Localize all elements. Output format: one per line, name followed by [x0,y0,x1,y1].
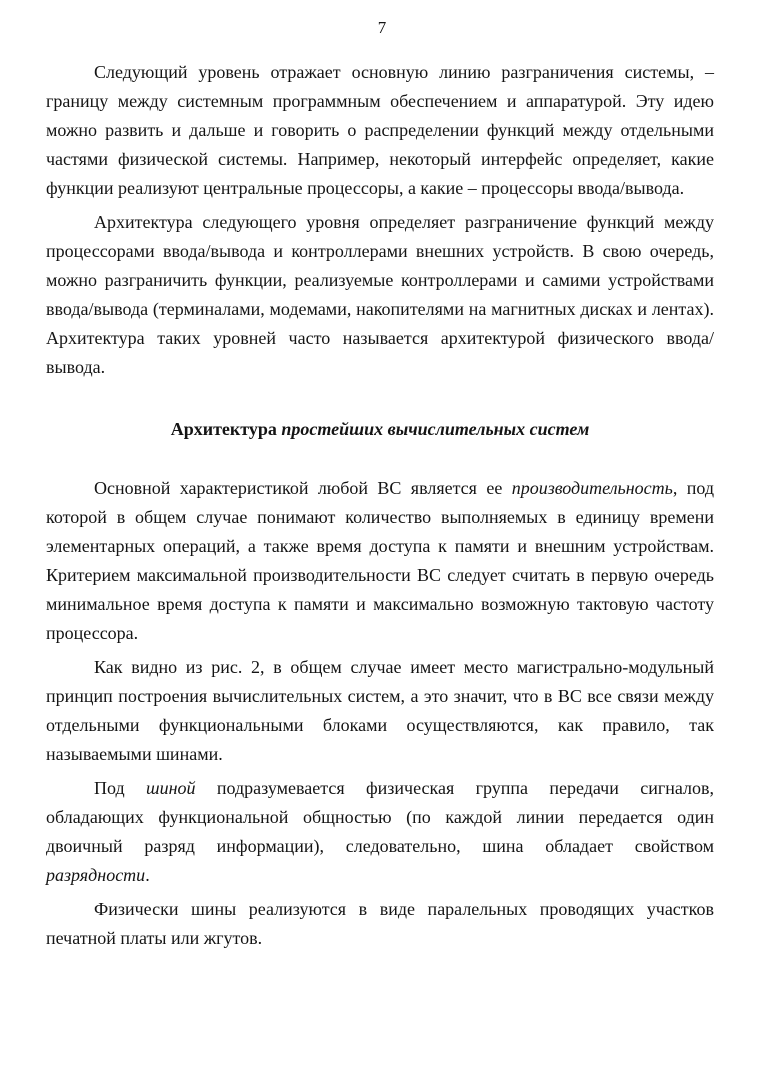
term-bus: шиной [146,778,196,798]
paragraph-performance-text-1: Основной характеристикой любой ВС является ее [94,478,512,498]
paragraph-performance [46,474,714,648]
section-heading [46,415,714,444]
paragraph-performance-text-2: , под которой в общем случае понимают количество выполняемых в единицу времени элементарных операций, а также время доступа к памяти и внешним устройствам. Критерием максимальной производительности ВС следует считать в первую очередь минимальное время доступа к памяти и максимально возможную тактовую частоту процессора. [46,478,714,643]
paragraph-bus-principle: Как видно из рис. 2, в общем случае имеет место магистрально-модульный принцип построения вычислительных систем, а это значит, что в ВС все связи между отдельными функциональными блоками осуществляются, как правило, так называемыми шинами. [46,657,714,764]
paragraph-bus-definition-text-3: . [145,865,150,885]
paragraph-system-levels: Следующий уровень отражает основную линию разграничения системы, – границу между системным программным обеспечением и аппаратурой. Эту идею можно развить и дальше и говорить о распределении функций между отдельными частями физической системы. Например, некоторый интерфейс определяет, какие функции реализуют центральные процессоры, а какие – процессоры ввода/вывода. [46,62,714,198]
paragraph-bus-definition-text-2: подразумевается физическая группа передачи сигналов, обладающих функциональной общностью (по каждой линии передается один двоичный разряд информации), следовательно, шина обладает свойством [46,778,715,856]
paragraph-bus-physical: Физически шины реализуются в виде паралельных проводящих участков печатной платы или жгутов. [46,899,714,948]
body-text [46,58,714,953]
term-bit-width: разрядности [46,865,146,885]
page-number: 7 [377,18,387,37]
paragraph-bus-definition [46,774,714,890]
heading-part-regular: Архитектура [170,419,282,439]
heading-part-italic: простейших вычислительных систем [281,419,590,439]
term-performance: производительность [511,478,673,498]
paragraph-io-architecture: Архитектура следующего уровня определяет разграничение функций между процессорами ввода/вывода и контроллерами внешних устройств. В свою очередь, можно разграничить функции, реализуемые контроллерами и самими устройствами ввода/вывода (терминалами, модемами, накопителями на магнитных дисках и лентах). Архитектура таких уровней часто называется архитектурой физического ввода/вывода. [46,212,714,377]
paragraph-bus-definition-text-1: Под [94,778,147,798]
